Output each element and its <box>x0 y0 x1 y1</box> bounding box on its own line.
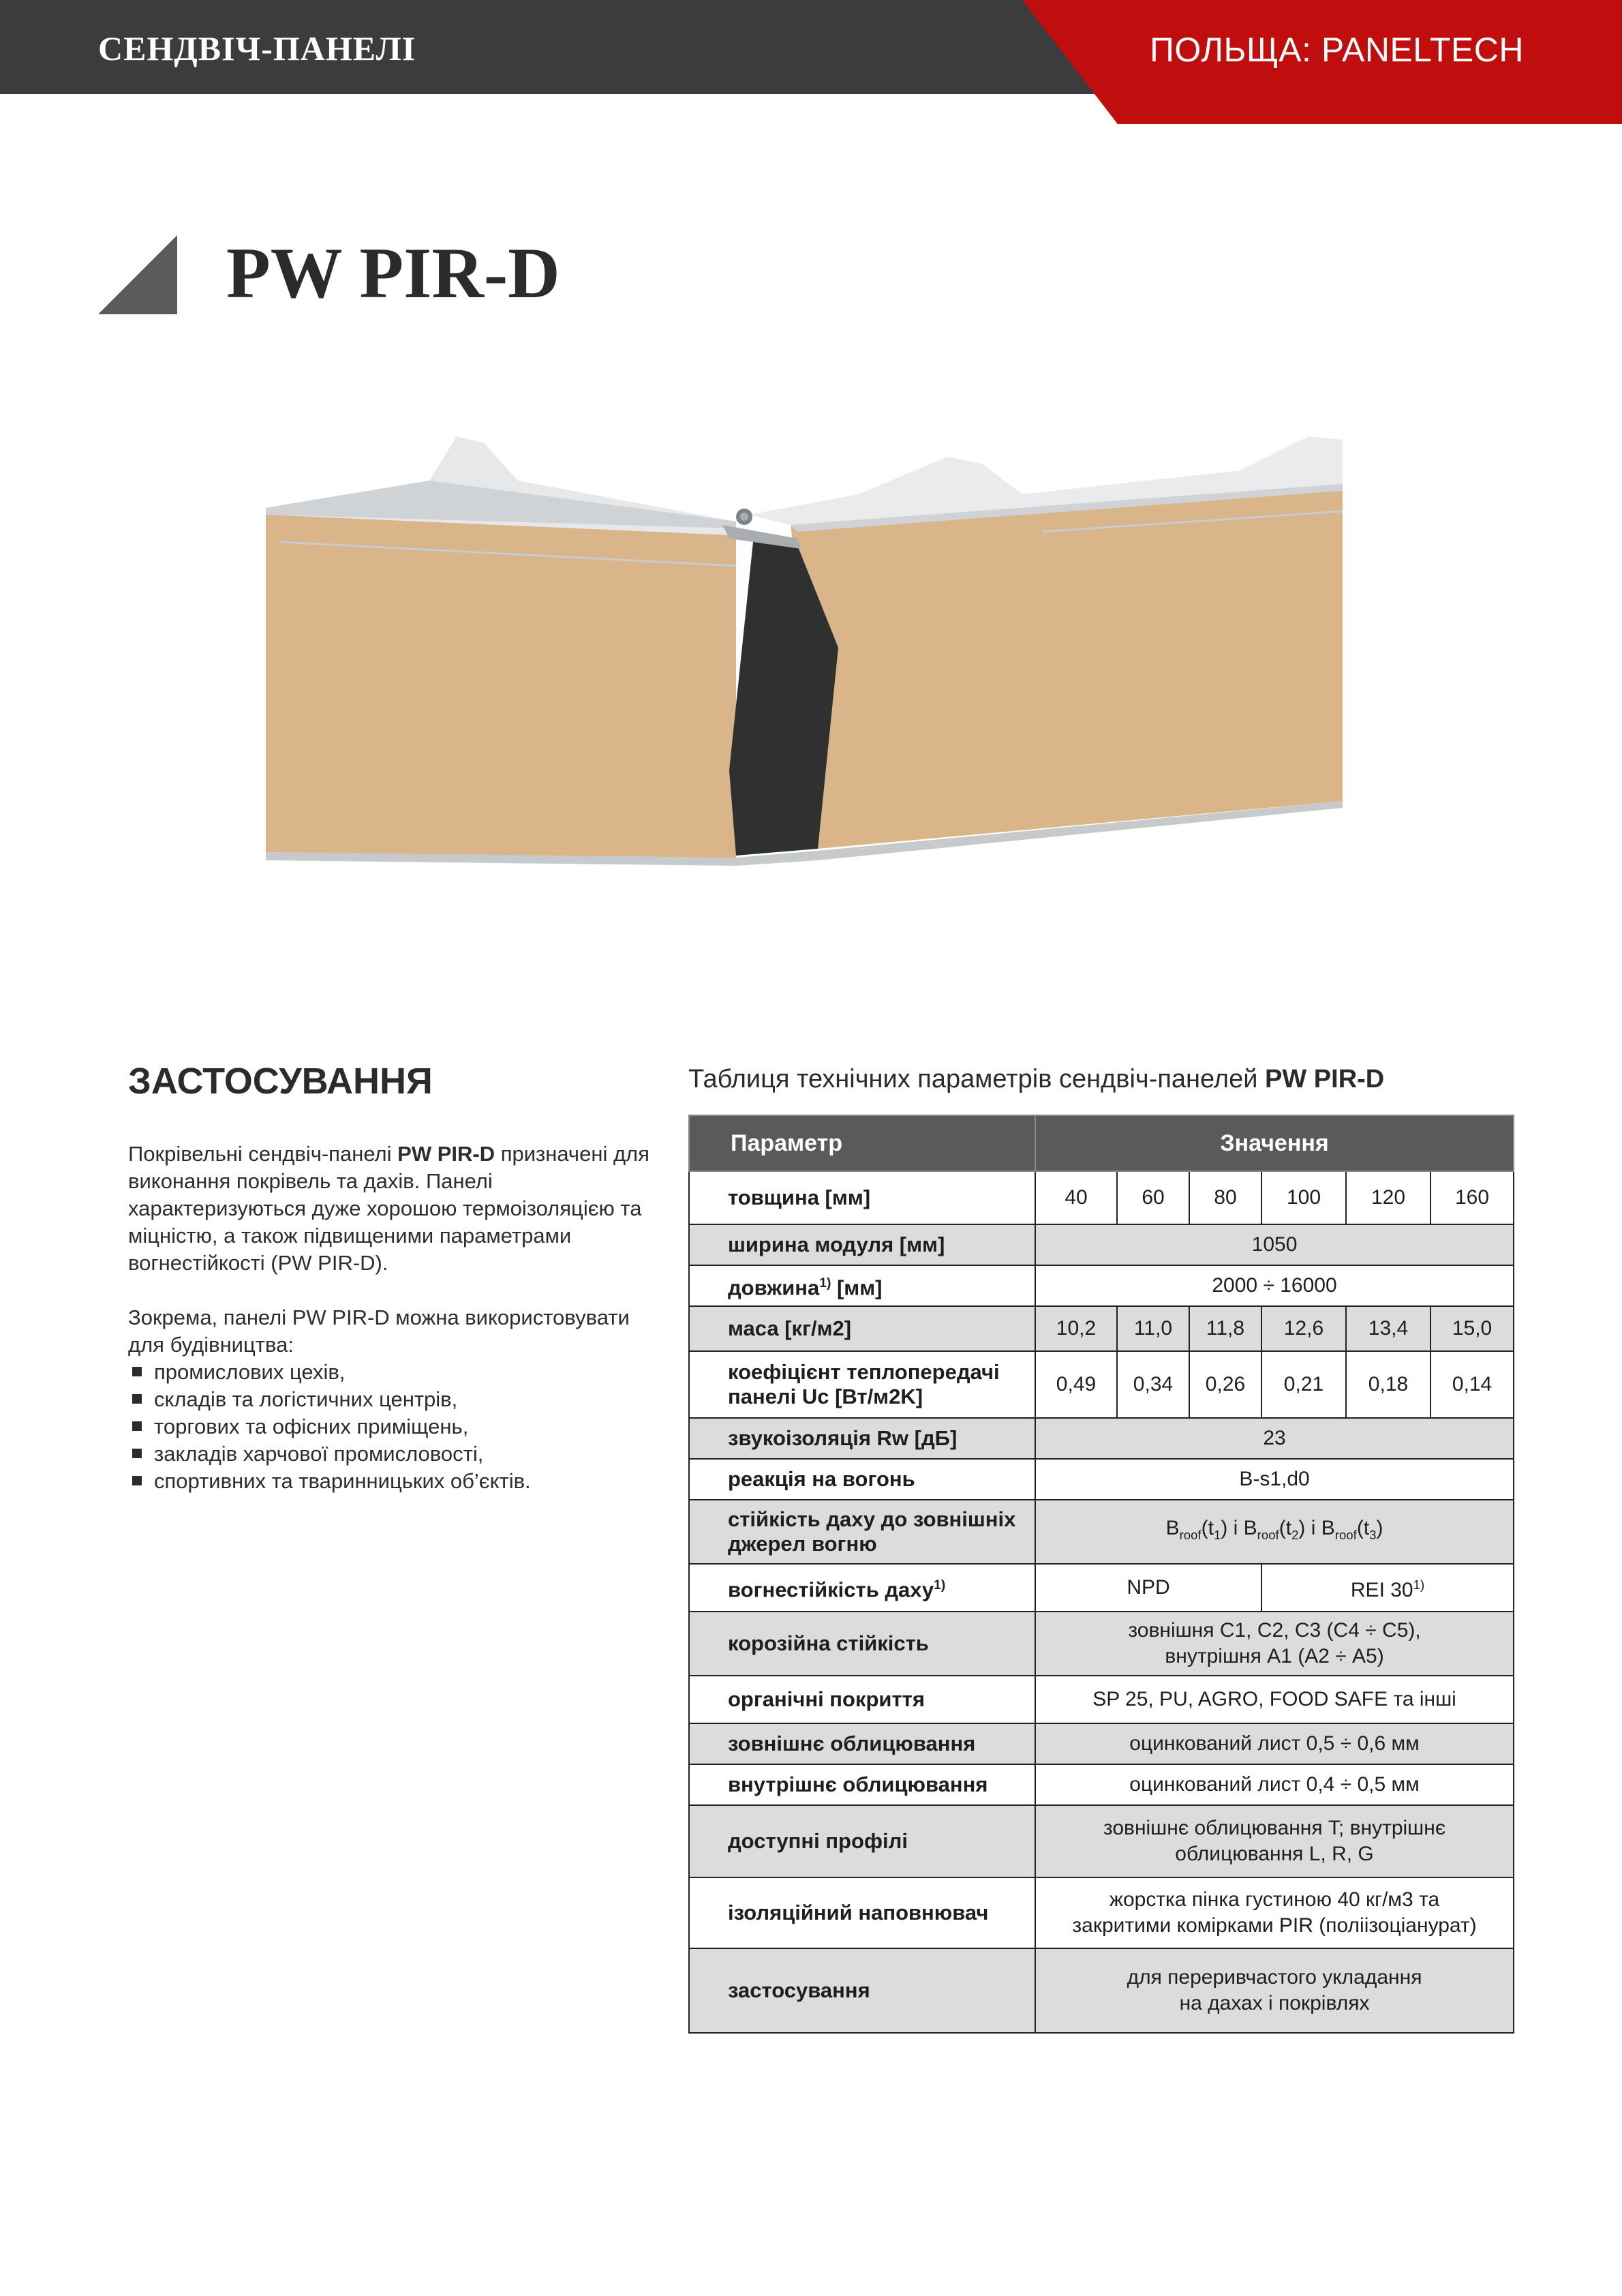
table-row: застосування для переривчастого укладання на дахах і покрівлях <box>689 1948 1514 2033</box>
list-item: спортивних та тваринницьких об’єктів. <box>128 1468 660 1495</box>
table-row: стійкість даху до зовнішніх джерел вогню $B_{roof}(t_1)$ і $B_{roof}(t_2)$ і $B_{roof}(t_3)$ <box>689 1500 1514 1564</box>
application-text <box>128 1141 660 1495</box>
square-bullet-icon <box>132 1421 142 1431</box>
table-row: вогнестійкість даху$^{1)}$ NPD REI 30$^{1)}$ <box>689 1564 1514 1612</box>
table-row: ізоляційний наповнювач жорстка пінка густиною 40 кг/м3 та закритими комірками PIR (поліізоціанурат) <box>689 1877 1514 1948</box>
table-row: реакція на вогонь B-s1,d0 <box>689 1459 1514 1500</box>
table-row: доступні профілі зовнішнє облицювання T; внутрішнє облицювання L, R, G <box>689 1805 1514 1877</box>
table-caption: Таблиця технічних параметрів сендвіч-панелей PW PIR-D <box>688 1065 1385 1093</box>
square-bullet-icon <box>132 1476 142 1485</box>
section-title: СЕНДВІЧ-ПАНЕЛІ <box>98 29 416 67</box>
table-row: коефіцієнт теплопередачі панелі Uc [Вт/м2K] 0,49 0,34 0,26 0,21 0,18 0,14 <box>689 1351 1514 1418</box>
square-bullet-icon <box>132 1367 142 1376</box>
table-row: маса [кг/м2] 10,2 11,0 11,8 12,6 13,4 15,0 <box>689 1306 1514 1351</box>
panel-product-image <box>259 429 1377 866</box>
title-triangle-icon <box>98 235 177 314</box>
usage-list <box>128 1359 660 1495</box>
table-row: звукоізоляція Rw [дБ] 23 <box>689 1418 1514 1459</box>
usage-lead: Зокрема, панелі PW PIR-D можна використовувати для будівництва: <box>128 1305 630 1357</box>
spec-table <box>688 1115 1514 2034</box>
col-value-header: Значення <box>1035 1115 1514 1171</box>
list-item: закладів харчової промисловості, <box>128 1440 660 1468</box>
table-row: ширина модуля [мм] 1050 <box>689 1224 1514 1265</box>
table-row: довжина$^{1)}$ [мм] 2000 ÷ 16000 <box>689 1265 1514 1306</box>
application-heading: ЗАСТОСУВАННЯ <box>128 1061 433 1102</box>
table-header-row <box>689 1115 1514 1171</box>
table-row: товщина [мм] 40 60 80 100 120 160 <box>689 1171 1514 1224</box>
list-item: промислових цехів, <box>128 1359 660 1386</box>
table-row: органічні покриття SP 25, PU, AGRO, FOOD SAFE та інші <box>689 1676 1514 1723</box>
table-row: внутрішнє облицювання оцинкований лист 0,4 ÷ 0,5 мм <box>689 1764 1514 1805</box>
application-intro: Покрівельні сендвіч-панелі PW PIR-D призначені для виконання покрівель та дахів. Панелі характеризуються дуже хорошою термоізоляцією та міцністю, а також підвищеними параметрами вогнестійкості (PW PIR-D). <box>128 1142 649 1275</box>
list-item: складів та логістичних центрів, <box>128 1386 660 1413</box>
product-title: PW PIR-D <box>226 233 560 313</box>
square-bullet-icon <box>132 1394 142 1404</box>
top-header-bar <box>0 0 1622 94</box>
table-row: корозійна стійкість зовнішня С1, С2, С3 (С4 ÷ С5), внутрішня А1 (А2 ÷ А5) <box>689 1612 1514 1676</box>
square-bullet-icon <box>132 1449 142 1458</box>
table-row: зовнішнє облицювання оцинкований лист 0,5 ÷ 0,6 мм <box>689 1723 1514 1764</box>
col-param-header: Параметр <box>689 1115 1035 1171</box>
list-item: торгових та офісних приміщень, <box>128 1413 660 1440</box>
supplier-title: ПОЛЬЩА: PANELTECH <box>1149 31 1524 69</box>
